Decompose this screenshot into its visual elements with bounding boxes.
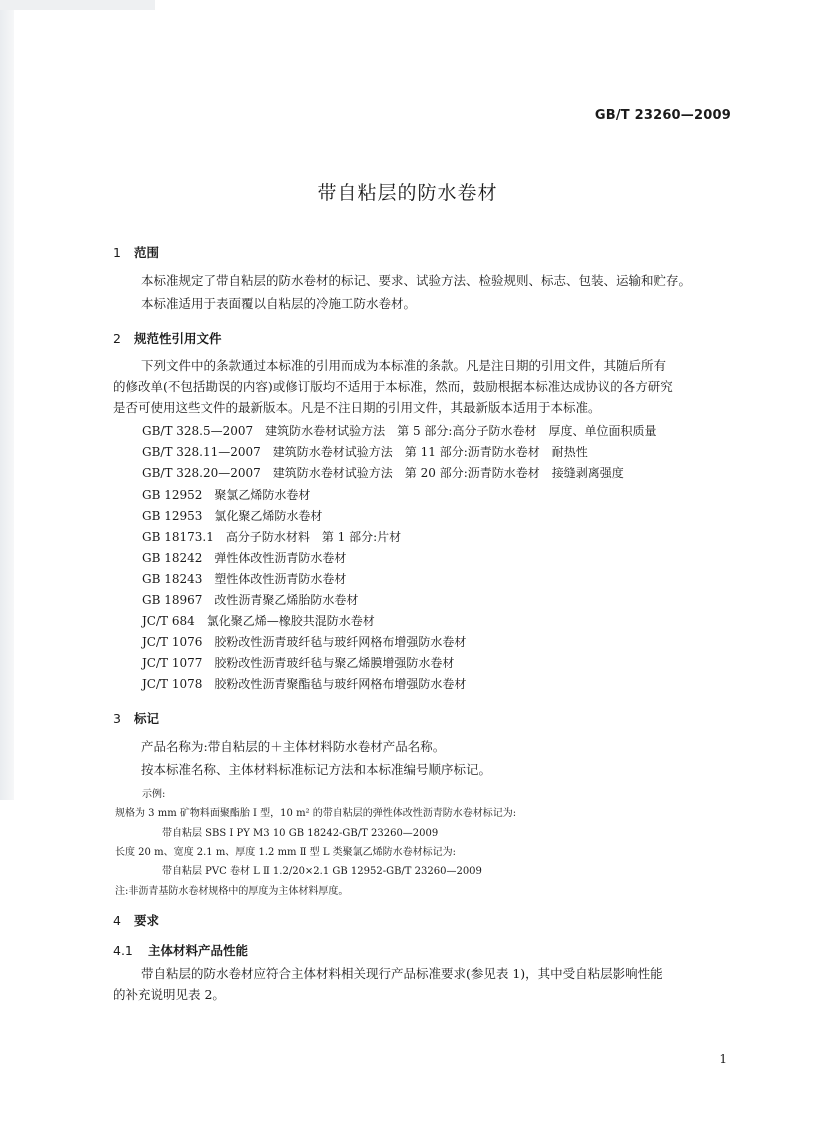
ref-item: GB/T 328.11—2007 建筑防水卷材试验方法 第 11 部分:沥青防水卷材 耐热性: [142, 445, 588, 459]
section-3-number: 3: [113, 711, 121, 726]
section-3-para-2: [113, 760, 735, 779]
section-4-1-line-1-text: 带自粘层的防水卷材应符合主体材料相关现行产品标准要求(参见表 1)，其中受自粘层影响性能: [141, 966, 663, 981]
section-4-heading: [113, 911, 159, 929]
ref-item: GB 18243 塑性体改性沥青防水卷材: [142, 572, 347, 586]
section-1-para-2-text: 本标准适用于表面覆以自粘层的冷施工防水卷材。: [141, 296, 417, 311]
ref-item: GB 18242 弹性体改性沥青防水卷材: [142, 551, 347, 565]
section-2-para-line-3: 是否可使用这些文件的最新版本。凡是不注日期的引用文件，其最新版本适用于本标准。: [113, 400, 601, 415]
section-1-para-1: [113, 271, 735, 290]
section-4-1-title: 主体材料产品性能: [148, 943, 249, 958]
ref-item: GB 12953 氯化聚乙烯防水卷材: [142, 509, 323, 523]
section-2-title: 规范性引用文件: [134, 331, 222, 346]
section-2-para-line-1: [113, 356, 735, 375]
ref-item: JC/T 1076 胶粉改性沥青玻纤毡与玻纤网格布增强防水卷材: [142, 635, 467, 649]
section-3-para-2-text: 按本标准名称、主体材料标准标记方法和本标准编号顺序标记。: [141, 762, 492, 777]
ref-item: GB 18173.1 高分子防水材料 第 1 部分:片材: [142, 530, 402, 544]
page-number: 1: [719, 1052, 727, 1066]
section-2-para-line-2: 的修改单(不包括勘误的内容)或修订版均不适用于本标准，然而，鼓励根据本标准达成协议的各方研究: [113, 379, 673, 394]
section-3-title: 标记: [134, 711, 160, 726]
scan-band: [0, 0, 155, 10]
example-1-mark: 带自粘层 SBS I PY M3 10 GB 18242-GB/T 23260—2009: [162, 828, 439, 839]
document-title: 带自粘层的防水卷材: [317, 182, 498, 204]
section-1-heading: [113, 243, 159, 261]
example-label: 示例:: [142, 789, 166, 800]
section-3-para-1-text: 产品名称为:带自粘层的＋主体材料防水卷材产品名称。: [141, 739, 446, 754]
section-4-1-number: 4.1: [113, 943, 133, 958]
section-1-number: 1: [113, 245, 121, 260]
section-2-heading: [113, 329, 222, 347]
ref-item: GB 12952 聚氯乙烯防水卷材: [142, 488, 311, 502]
section-4-1-line-2: 的补充说明见表 2。: [113, 987, 225, 1002]
example-1-text: 规格为 3 mm 矿物料面聚酯胎 Ⅰ 型，10 m² 的带自粘层的弹性体改性沥青防水卷材标记为:: [115, 808, 517, 819]
ref-item: GB/T 328.5—2007 建筑防水卷材试验方法 第 5 部分:高分子防水卷材 厚度、单位面积质量: [142, 424, 657, 438]
section-1-title: 范围: [134, 245, 160, 260]
section-4-title: 要求: [134, 913, 160, 928]
scan-edge: [0, 0, 14, 800]
ref-item: JC/T 1078 胶粉改性沥青聚酯毡与玻纤网格布增强防水卷材: [142, 677, 467, 691]
note-text: 注:非沥青基防水卷材规格中的厚度为主体材料厚度。: [115, 886, 349, 897]
ref-item: GB 18967 改性沥青聚乙烯胎防水卷材: [142, 593, 359, 607]
section-3-heading: [113, 709, 159, 727]
section-1-para-1-text: 本标准规定了带自粘层的防水卷材的标记、要求、试验方法、检验规则、标志、包装、运输和贮存。: [141, 273, 692, 288]
section-4-1-line-1: [113, 964, 735, 983]
ref-item: GB/T 328.20—2007 建筑防水卷材试验方法 第 20 部分:沥青防水卷材 接缝剥离强度: [142, 466, 624, 480]
section-4-number: 4: [113, 913, 121, 928]
section-4-1-heading: [113, 941, 248, 959]
section-3-para-1: [113, 737, 735, 756]
section-1-para-2: [113, 294, 735, 313]
ref-item: JC/T 1077 胶粉改性沥青玻纤毡与聚乙烯膜增强防水卷材: [142, 656, 455, 670]
ref-item: JC/T 684 氯化聚乙烯—橡胶共混防水卷材: [142, 614, 375, 628]
section-2-para-line-1-text: 下列文件中的条款通过本标准的引用而成为本标准的条款。凡是注日期的引用文件，其随后所有: [141, 358, 667, 373]
example-2-mark: 带自粘层 PVC 卷材 L Ⅱ 1.2/20×2.1 GB 12952-GB/T 23260—2009: [162, 866, 482, 877]
example-2-text: 长度 20 m、宽度 2.1 m、厚度 1.2 mm Ⅱ 型 L 类聚氯乙烯防水卷材标记为:: [115, 847, 457, 858]
standard-number: GB/T 23260—2009: [594, 108, 731, 123]
section-2-number: 2: [113, 331, 121, 346]
